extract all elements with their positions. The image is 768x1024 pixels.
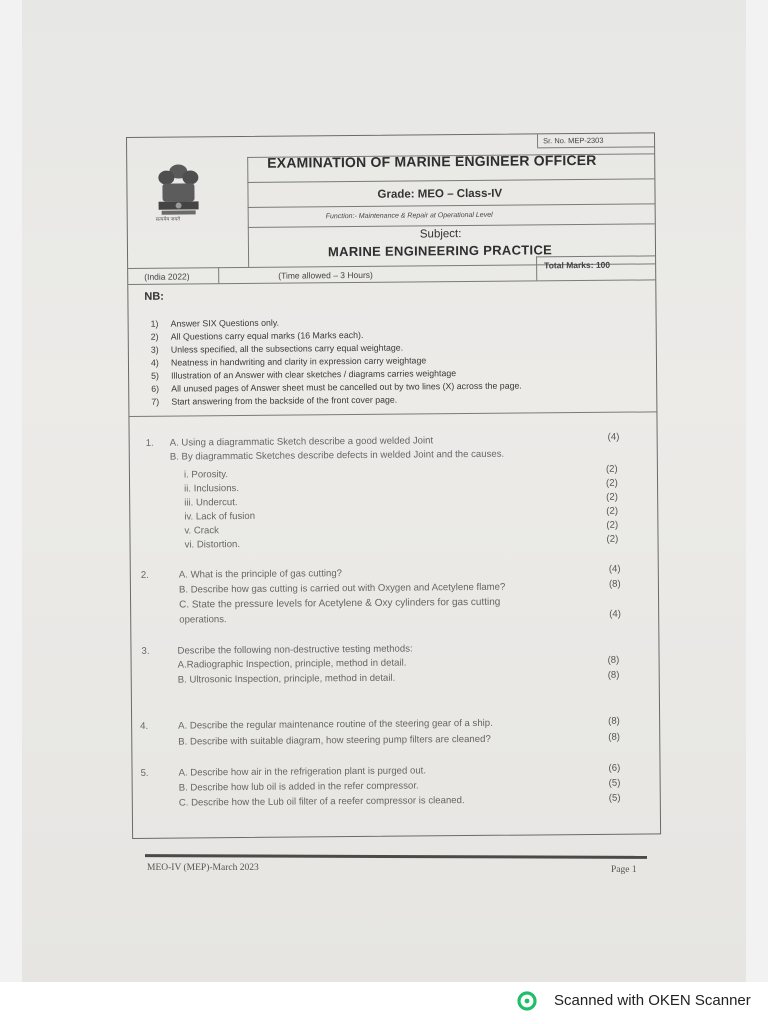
oken-scanner-logo-icon [517, 991, 537, 1011]
rule-num: 2) [150, 331, 159, 342]
marks: (4) [607, 431, 620, 443]
sub-question: v. Crack [184, 525, 219, 537]
emblem-caption: सत्यमेव जयते [155, 216, 181, 223]
question-text: A. What is the principle of gas cutting? [178, 568, 343, 581]
rule-num: 3) [150, 344, 159, 355]
sub-question: ii. Inclusions. [184, 483, 240, 495]
marks: (8) [607, 669, 620, 681]
question-text: B. By diagrammatic Sketches describe defects in welded Joint and the causes. [169, 448, 505, 463]
question-text: A. Describe the regular maintenance routine of the steering gear of a ship. [178, 717, 493, 732]
question-text: C. Describe how the Lub oil filter of a reefer compressor is cleaned. [178, 795, 465, 809]
serial-number: Sr. No. MEP-2303 [543, 135, 604, 146]
sub-question: vi. Distortion. [184, 539, 241, 551]
subject-label: Subject: [419, 228, 462, 241]
rule-num: 4) [150, 357, 159, 368]
question-text: operations. [179, 614, 227, 626]
footer-paper-code: MEO-IV (MEP)-March 2023 [147, 863, 259, 873]
total-marks: Total Marks: 100 [544, 259, 611, 271]
sub-question: iii. Undercut. [184, 497, 238, 509]
question-text: B. Ultrosonic Inspection, principle, method in detail. [177, 672, 396, 686]
rule-text: Answer SIX Questions only. [170, 317, 280, 329]
marks: (2) [605, 463, 618, 475]
sub-question: i. Porosity. [183, 469, 229, 481]
question-text: B. Describe how gas cutting is carried out with Oxygen and Acetylene flame? [178, 581, 506, 596]
exam-title: EXAMINATION OF MARINE ENGINEER OFFICER [267, 151, 597, 171]
marks: (2) [605, 477, 618, 489]
marks: (4) [609, 608, 621, 620]
marks: (2) [606, 519, 619, 531]
marks: (5) [608, 792, 621, 804]
subject-title: MARINE ENGINEERING PRACTICE [327, 242, 553, 260]
question-text: B. Describe with suitable diagram, how steering pump filters are cleaned? [178, 733, 491, 748]
marks: (2) [606, 491, 618, 503]
marks: (6) [608, 762, 621, 774]
marks: (8) [607, 654, 620, 666]
rule-text: All Questions carry equal marks (16 Marks each). [170, 329, 364, 342]
nb-label: NB: [144, 290, 165, 303]
rule-text: Start answering from the backside of the front cover page. [171, 394, 398, 407]
question-text: B. Describe how lub oil is added in the refer compressor. [178, 780, 419, 794]
marks: (4) [608, 563, 621, 575]
marks: (8) [608, 578, 621, 590]
page-margin-left [0, 0, 22, 982]
question-number: 1. [145, 437, 154, 449]
footer-page-number: Page 1 [611, 865, 637, 875]
question-number: 4. [140, 720, 149, 732]
sub-question: iv. Lack of fusion [184, 510, 256, 523]
rule-num: 7) [151, 396, 160, 407]
question-text: A.Radiographic Inspection, principle, method in detail. [177, 657, 407, 671]
question-number: 5. [140, 767, 149, 779]
question-number: 3. [141, 645, 150, 657]
page-margin-right [746, 0, 768, 982]
rule-text: Unless specified, all the subsections carry equal weightage. [170, 342, 404, 355]
exam-paper [126, 132, 661, 839]
grade-label: Grade: MEO – Class-IV [377, 187, 503, 201]
question-text: Describe the following non-destructive testing methods: [177, 643, 413, 657]
rule-num: 1) [150, 318, 159, 329]
question-text: C. State the pressure levels for Acetylene & Oxy cylinders for gas cutting [179, 596, 501, 611]
time-allowed: (Time allowed – 3 Hours) [278, 269, 373, 281]
marks: (8) [608, 715, 620, 727]
rule-num: 6) [151, 383, 160, 394]
question-number: 2. [140, 569, 149, 581]
rule-text: Illustration of an Answer with clear sketches / diagrams carries weightage [171, 368, 457, 381]
marks: (5) [608, 777, 621, 789]
marks: (2) [606, 533, 619, 545]
question-text: A. Using a diagrammatic Sketch describe a good welded Joint [169, 435, 434, 449]
scanner-watermark-text: Scanned with OKEN Scanner [554, 992, 751, 1009]
marks: (2) [606, 505, 619, 517]
question-text: A. Describe how air in the refrigeration plant is purged out. [178, 765, 427, 779]
rule-text: Neatness in handwriting and clarity in expression carry weightage [170, 355, 427, 368]
function-label: Function:- Maintenance & Repair at Operational Level [325, 211, 493, 221]
marks: (8) [608, 731, 621, 743]
rule-num: 5) [151, 370, 159, 381]
region-label: (India 2022) [144, 271, 190, 282]
rule-text: All unused pages of Answer sheet must be cancelled out by two lines (X) across the page. [171, 380, 522, 394]
